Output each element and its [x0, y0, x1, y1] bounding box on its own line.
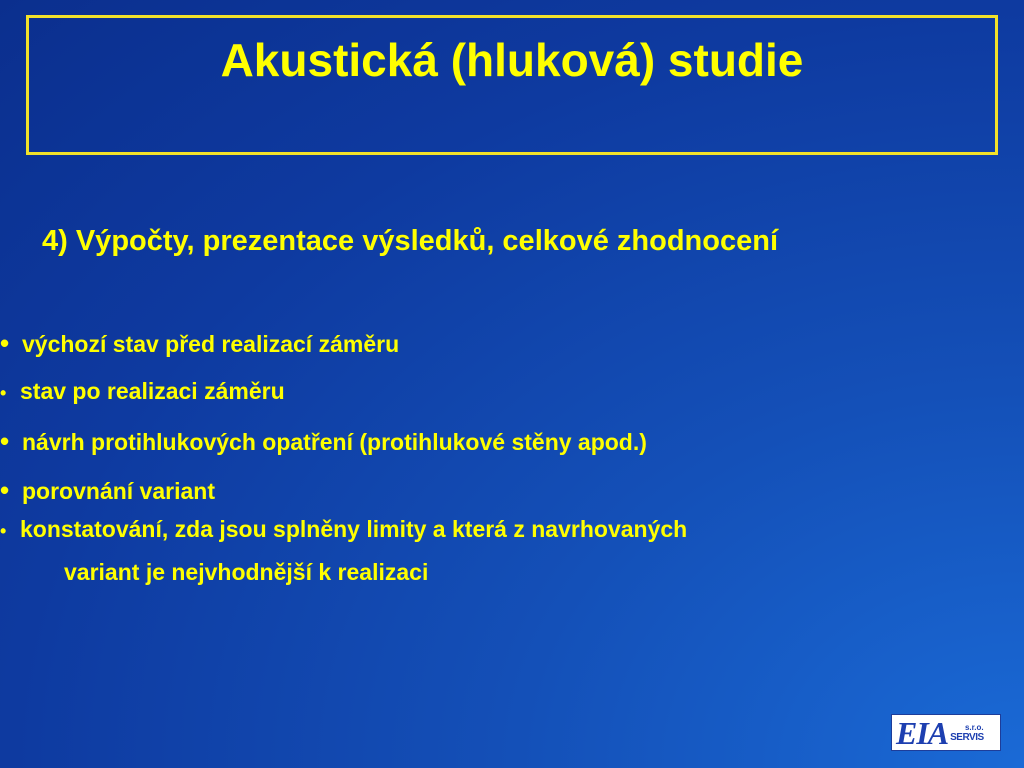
bullet-item — [0, 516, 687, 543]
bullet-dot-icon: • — [0, 521, 7, 541]
title-box — [26, 15, 998, 155]
bullet-text: stav po realizaci záměru — [20, 378, 285, 404]
bullet-item — [0, 475, 215, 506]
bullet-dot-icon: • — [0, 475, 10, 505]
bullet-item — [0, 328, 399, 359]
section-heading: 4) Výpočty, prezentace výsledků, celkové zhodnocení — [42, 225, 779, 257]
bullet-continuation: variant je nejvhodnější k realizaci — [64, 559, 429, 585]
bullet-item — [0, 426, 647, 457]
logo-main-text: EIA — [896, 714, 949, 751]
logo-servis-text: SERVIS — [950, 731, 984, 743]
bullet-dot-icon: • — [0, 383, 7, 403]
bullet-text: konstatování, zda jsou splněny limity a která z navrhovaných — [20, 516, 688, 542]
bullet-dot-icon: • — [0, 328, 10, 358]
bullet-text: návrh protihlukových opatření (protihlukové stěny apod.) — [22, 429, 647, 455]
bullet-text: výchozí stav před realizací záměru — [22, 331, 400, 357]
bullet-dot-icon: • — [0, 426, 10, 456]
bullet-text: porovnání variant — [22, 478, 215, 504]
logo-side — [950, 723, 984, 743]
bullet-item — [0, 378, 285, 405]
slide-title: Akustická (hluková) studie — [220, 34, 804, 86]
logo-sro-text: s.r.o. — [964, 722, 984, 732]
company-logo — [891, 714, 1001, 751]
